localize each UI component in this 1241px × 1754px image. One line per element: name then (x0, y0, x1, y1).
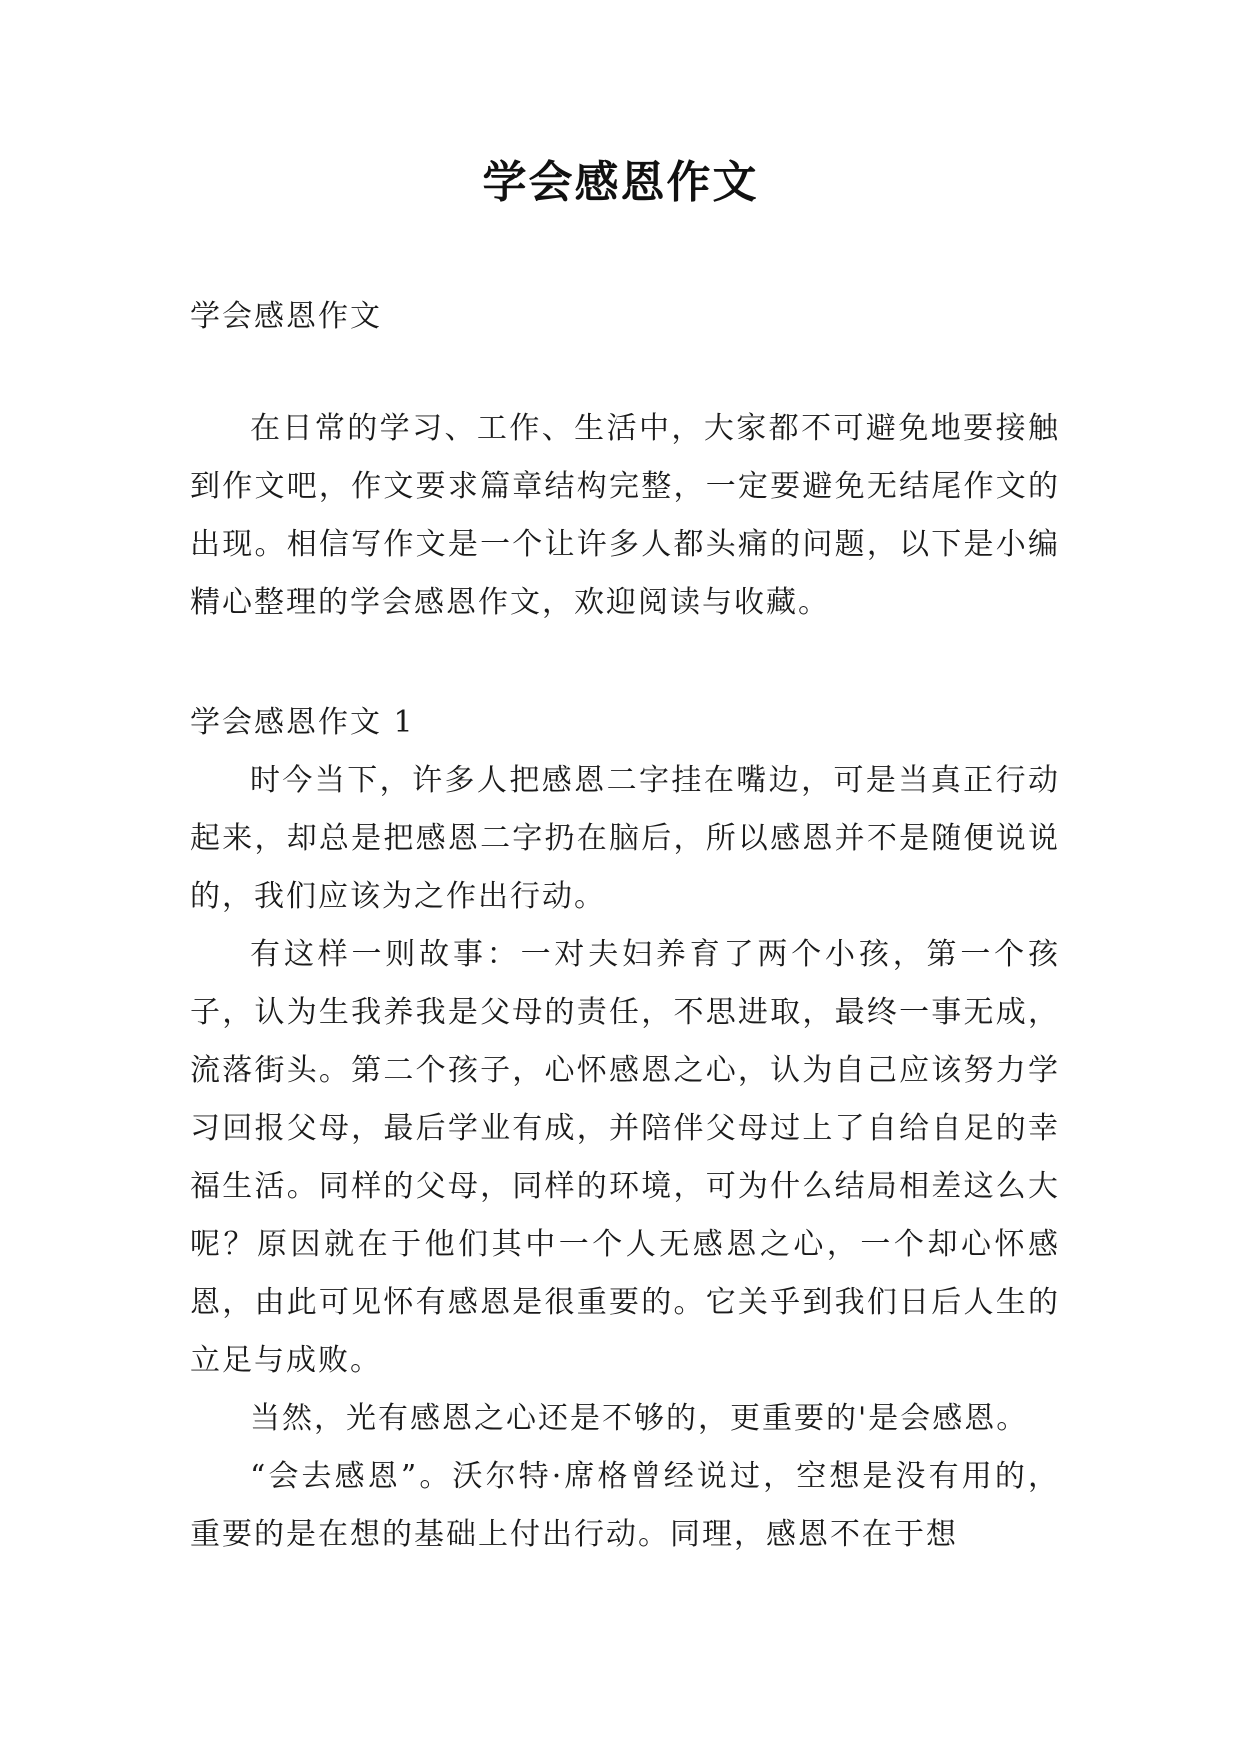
essay-section (190, 694, 1060, 1564)
essay-paragraph: 时今当下，许多人把感恩二字挂在嘴边，可是当真正行动起来，却总是把感恩二字扔在脑后，所以感恩并不是随便说说的，我们应该为之作出行动。 (190, 763, 1060, 914)
essay-paragraph: 有这样一则故事：一对夫妇养育了两个小孩，第一个孩子，认为生我养我是父母的责任，不思进取，最终一事无成，流落街头。第二个孩子，心怀感恩之心，认为自己应该努力学习回报父母，最后学业有成，并陪伴父母过上了自给自足的幸福生活。同样的父母，同样的环境，可为什么结局相差这么大呢？原因就在于他们其中一个人无感恩之心，一个却心怀感恩，由此可见怀有感恩是很重要的。它关乎到我们日后人生的立足与成败。 (190, 937, 1060, 1378)
intro-block (190, 400, 1060, 632)
intro-paragraph: 在日常的学习、工作、生活中，大家都不可避免地要接触到作文吧，作文要求篇章结构完整，一定要避免无结尾作文的出现。相信写作文是一个让许多人都头痛的问题，以下是小编精心整理的学会感恩作文，欢迎阅读与收藏。 (190, 411, 1060, 620)
section-heading: 学会感恩作文 1 (190, 705, 415, 740)
essay-paragraph: 当然，光有感恩之心还是不够的，更重要的'是会感恩。 (250, 1401, 1029, 1436)
document-subtitle-block (190, 288, 1060, 346)
document-title: 学会感恩作文 (482, 157, 759, 208)
essay-paragraph: “会去感恩”。沃尔特·席格曾经说过，空想是没有用的，重要的是在想的基础上付出行动。同理，感恩不在于想 (190, 1459, 1060, 1552)
document-subtitle: 学会感恩作文 (190, 299, 382, 334)
